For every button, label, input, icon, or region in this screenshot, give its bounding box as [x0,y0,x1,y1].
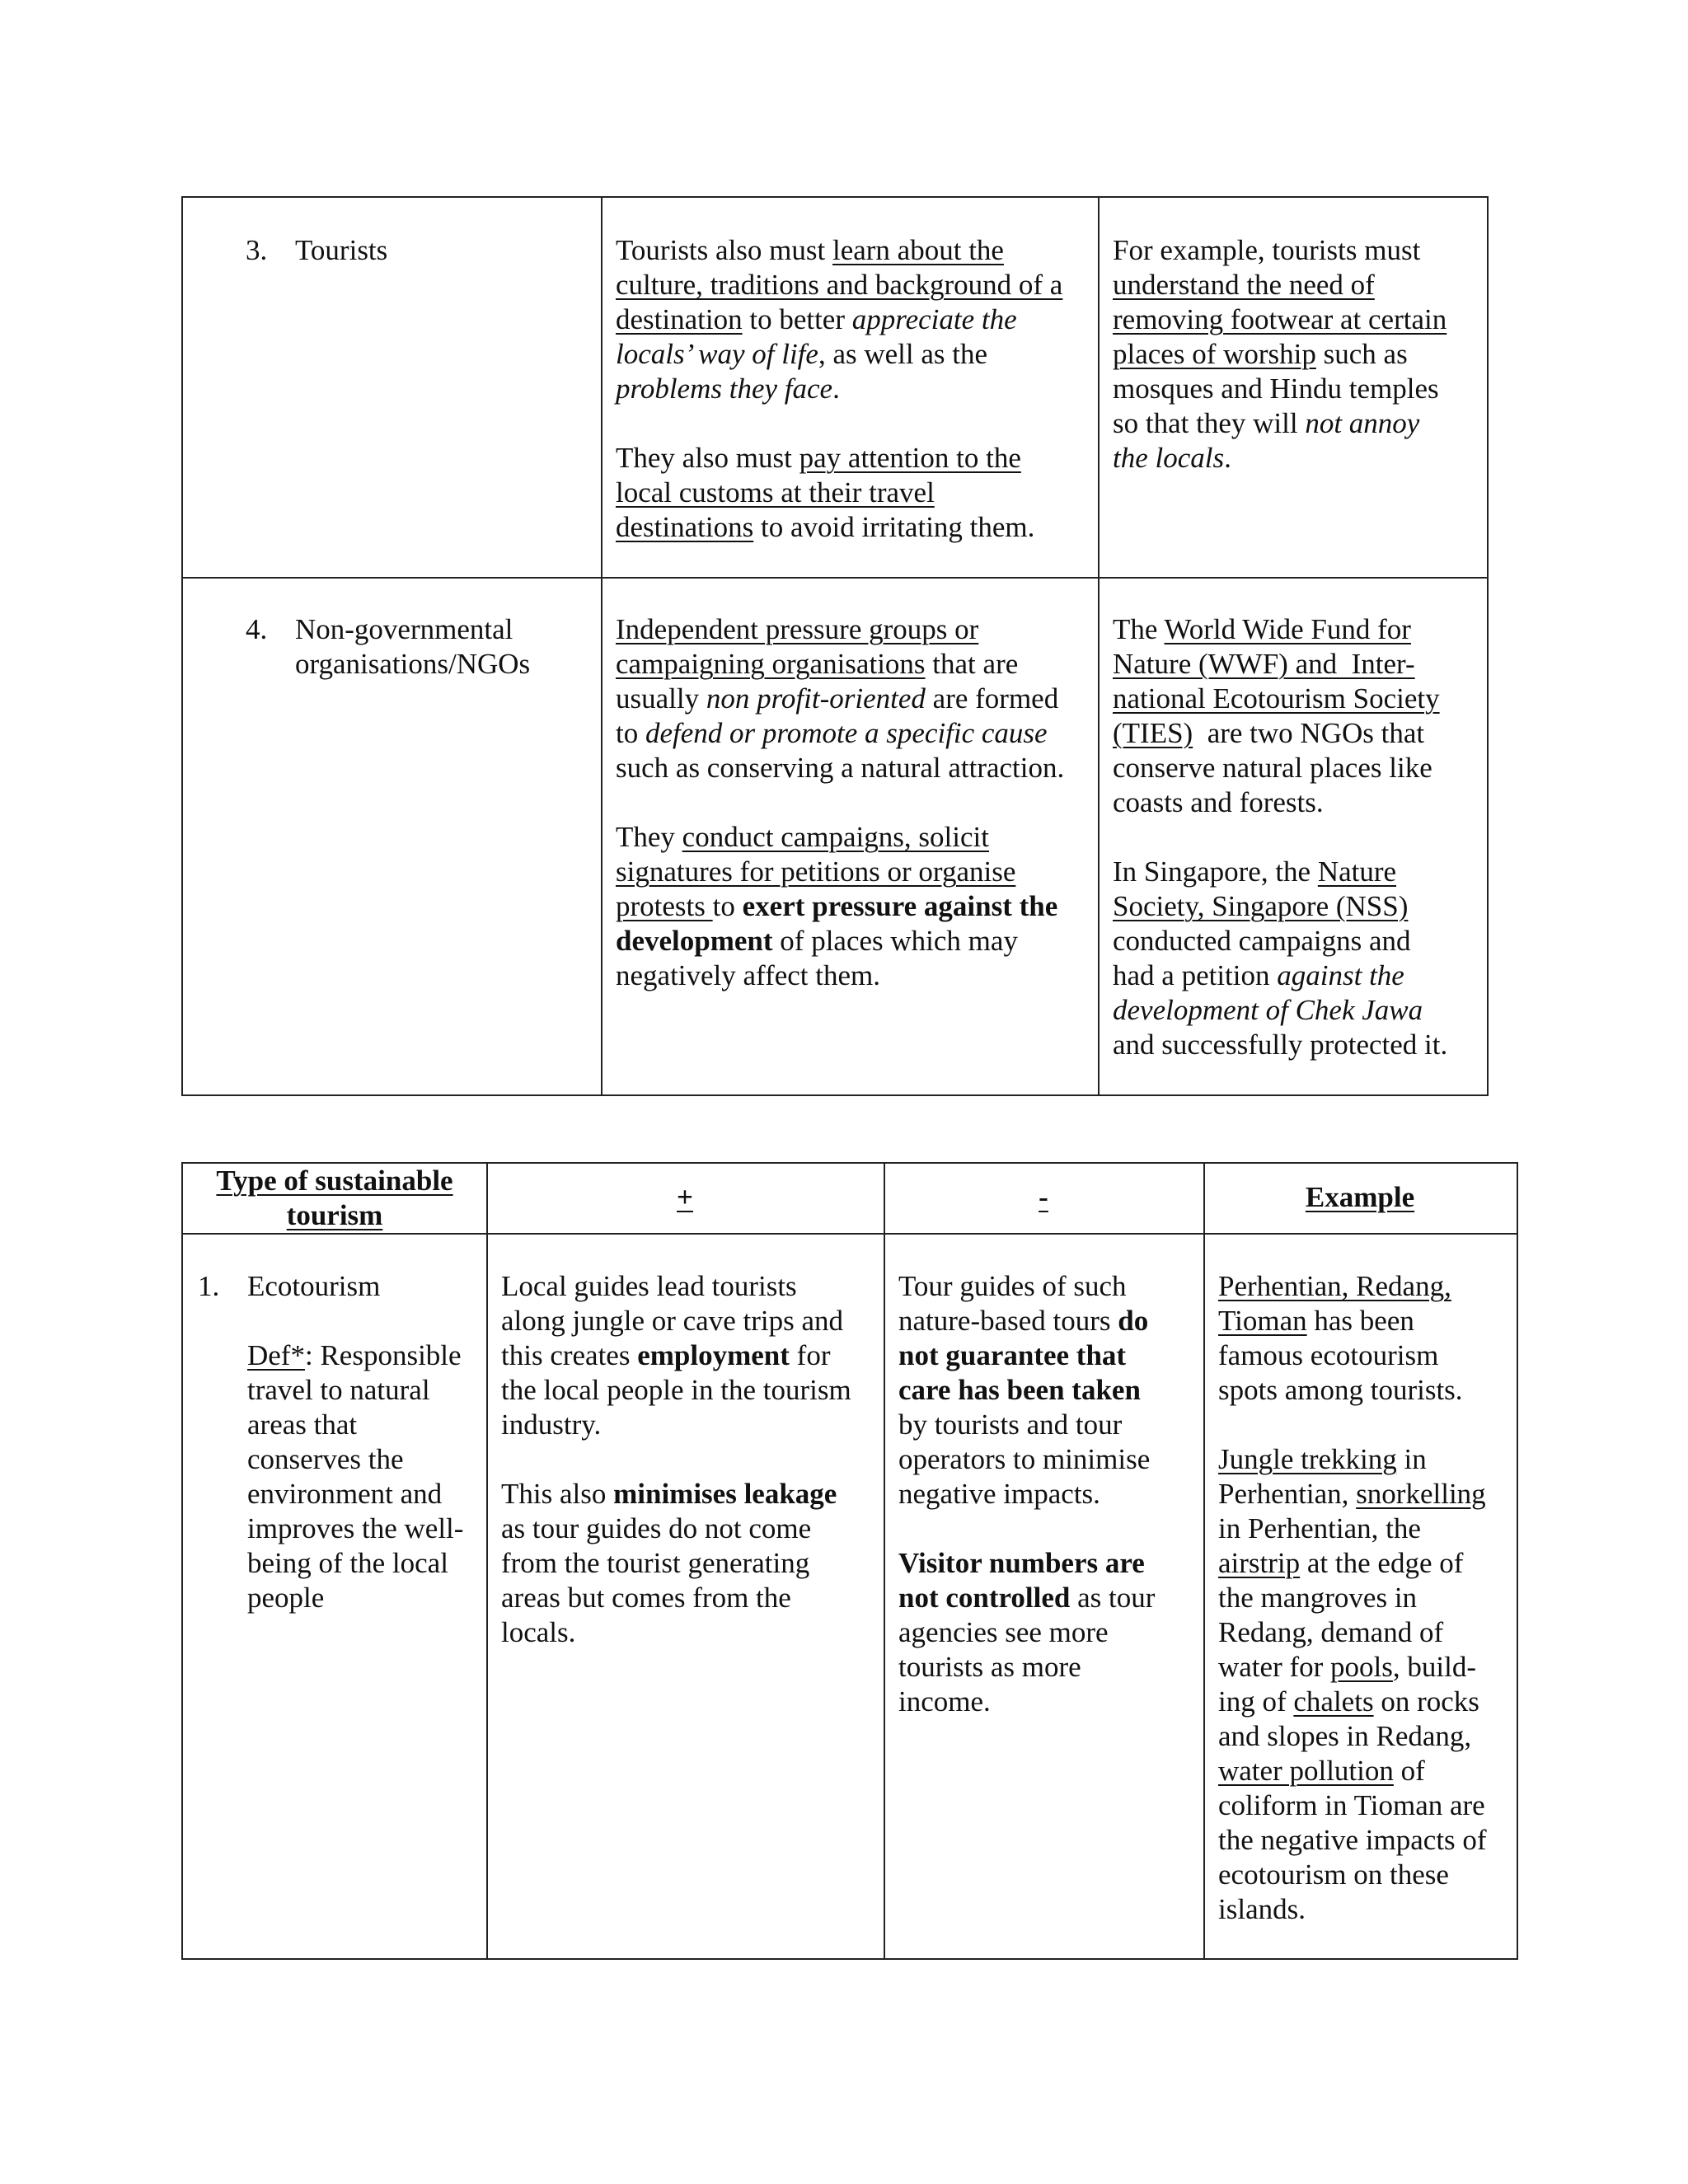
text-run: coliform in Tioman are [1218,1789,1485,1821]
text-run: to [712,890,743,922]
bold-text: Visitor numbers are [898,1547,1145,1579]
underlined-text: understand the need of [1113,269,1375,301]
bold-text: do [1118,1305,1149,1337]
text-line [898,1685,1155,1719]
text-run: Local guides lead tourists [501,1270,797,1302]
header-type-line: tourism [286,1199,383,1231]
italic-text: not annoy [1305,407,1420,439]
text-run: conducted campaigns and [1113,925,1411,957]
text-line [1113,268,1447,302]
text-line [247,1408,463,1442]
text-run: had a petition [1113,959,1278,991]
text-line [616,441,1062,476]
text-line [247,1338,463,1373]
text-line [501,1511,851,1546]
underlined-text: Nature (WWF) and Inter- [1113,648,1415,680]
underlined-text: Def* [247,1339,305,1371]
text-line [1113,612,1447,647]
text-run: by tourists and tour [898,1408,1123,1441]
bold-text: minimises leakage [613,1478,837,1510]
underlined-text: destinations [616,511,754,543]
text-run: , build- [1392,1651,1477,1683]
text-line [1218,1685,1487,1719]
text-run: on rocks [1373,1685,1479,1718]
text-line [1218,1408,1487,1442]
underlined-text: culture, traditions and background of a [616,269,1063,301]
text-run: conserves the [247,1443,404,1475]
text-run: that are [925,648,1019,680]
text-line [247,1511,463,1546]
text-line [247,1304,463,1338]
text-line [1113,372,1447,406]
text-line [247,1373,463,1408]
text-run: negative impacts. [898,1478,1100,1510]
text-line [1218,1719,1487,1754]
text-line [1113,682,1447,716]
underlined-text: national Ecotourism Society [1113,682,1440,715]
text-line [501,1408,851,1442]
text-line [616,406,1062,441]
text-line [898,1477,1155,1511]
underlined-text: Nature [1317,855,1397,888]
text-run: Tour guides of such [898,1270,1127,1302]
underlined-text: snorkelling [1356,1478,1486,1510]
text-run: travel to natural [247,1374,430,1406]
plus-cell [501,1269,851,1650]
text-line: organisations/NGOs [295,648,531,680]
text-run: as tour guides do not come [501,1512,812,1544]
text-run: the local people in the tourism [501,1374,851,1406]
text-line [616,372,1062,406]
text-run: has been [1306,1305,1414,1337]
text-run: to [616,717,645,749]
text-line [1218,1788,1487,1823]
text-line [898,1615,1155,1650]
text-run: environment and [247,1478,443,1510]
text-line [1218,1892,1487,1927]
text-line [898,1511,1155,1546]
text-run: islands. [1218,1893,1306,1925]
text-run: along jungle or cave trips and [501,1305,844,1337]
text-line [501,1269,851,1304]
stakeholder-cell [295,612,530,682]
italic-text: non profit-oriented [706,682,926,715]
text-line [616,855,1064,889]
text-line [898,1442,1155,1477]
row-divider [183,577,1487,579]
text-run: in Perhentian, the [1218,1512,1421,1544]
row-number: 4. [246,613,268,645]
header-minus: - [1039,1181,1048,1213]
underlined-text: chalets [1293,1685,1374,1718]
underlined-text: Perhentian, Redang, [1218,1270,1451,1302]
stakeholder-cell [295,233,387,268]
text-run: the negative impacts of [1218,1824,1487,1856]
text-line [1218,1581,1487,1615]
text-run: to avoid irritating them. [753,511,1035,543]
italic-text: defend or promote a specific cause [645,717,1048,749]
bold-text: care has been taken [898,1374,1141,1406]
text-line [616,785,1064,820]
text-run: industry. [501,1408,602,1441]
bold-text: not guarantee that [898,1339,1127,1371]
underlined-text: local customs at their travel [616,476,935,509]
text-run: income. [898,1685,991,1718]
underlined-text: Society, Singapore (NSS) [1113,890,1409,922]
text-line [1113,716,1447,751]
underlined-text: (TIES) [1113,717,1193,749]
sustainable-tourism-table [181,1162,1518,1960]
text-line [1113,751,1447,785]
text-run: at the edge of [1300,1547,1464,1579]
text-run: the mangroves in [1218,1582,1418,1614]
text-line [898,1650,1155,1685]
text-run: for [789,1339,831,1371]
text-run: nature-based tours [898,1305,1118,1337]
text-line [616,682,1064,716]
text-run: , as well as the [818,338,988,370]
text-run: The [1113,613,1165,645]
text-run: to better [742,303,852,335]
text-line [1113,993,1447,1028]
underlined-text: pools [1330,1651,1393,1683]
text-line [898,1408,1155,1442]
text-line [501,1615,851,1650]
text-line [1218,1269,1487,1304]
text-line [898,1304,1155,1338]
underlined-text: learn about the [832,234,1004,266]
italic-text: locals’ way of life [616,338,818,370]
text-run: areas but comes from the [501,1582,791,1614]
underlined-text: Independent pressure groups or [616,613,979,645]
text-line [616,751,1064,785]
text-line [1113,855,1447,889]
text-line [616,612,1064,647]
text-line [616,889,1064,924]
text-run: from the tourist generating [501,1547,810,1579]
text-line [1218,1754,1487,1788]
text-run: and successfully protected it. [1113,1029,1448,1061]
text-line [501,1373,851,1408]
text-run: Tourists also must [616,234,832,266]
text-run: tourists as more [898,1651,1081,1683]
text-line [898,1546,1155,1581]
text-run: coasts and forests. [1113,786,1324,818]
column-divider [884,1164,885,1958]
text-run: ing of [1218,1685,1294,1718]
text-run: Perhentian, [1218,1478,1357,1510]
italic-text: appreciate the [851,303,1017,335]
text-line [501,1338,851,1373]
text-line [1113,924,1447,958]
text-line [501,1304,851,1338]
text-run: improves the well- [247,1512,464,1544]
text-run: areas that [247,1408,358,1441]
text-run: such as conserving a natural attraction. [616,752,1065,784]
text-run: this creates [501,1339,638,1371]
stakeholder-table [181,196,1489,1096]
text-run: people [247,1582,325,1614]
text-line [501,1442,851,1477]
column-divider [486,1164,488,1958]
italic-text: against the [1277,959,1404,991]
text-run: usually [616,682,706,715]
text-run: famous ecotourism [1218,1339,1439,1371]
text-line [247,1546,463,1581]
text-line [1113,441,1447,476]
text-line [616,924,1064,958]
text-line [898,1269,1155,1304]
italic-text: problems they face [616,373,833,405]
text-line [1218,1546,1487,1581]
underlined-text: removing footwear at certain [1113,303,1447,335]
underlined-text: protests [616,890,713,922]
text-line [1113,820,1447,855]
text-line [1218,1304,1487,1338]
text-line [1113,406,1447,441]
text-run: They [616,821,682,853]
text-run: This also [501,1478,614,1510]
role-cell [616,233,1062,545]
text-line [247,1581,463,1615]
underlined-text: airstrip [1218,1547,1301,1579]
underlined-text: signatures for petitions or organise [616,855,1016,888]
text-run: water for [1218,1651,1331,1683]
text-line [1218,1511,1487,1546]
underlined-text: conduct campaigns, solicit [682,821,989,853]
text-run: They also must [616,442,799,474]
text-run: negatively affect them. [616,959,881,991]
text-run: In Singapore, the [1113,855,1318,888]
text-run: are two NGOs that [1193,717,1425,749]
row-number: 1. [198,1270,220,1302]
underlined-text: pay attention to the [799,442,1021,474]
underlined-text: water pollution [1218,1755,1394,1787]
text-run: agencies see more [898,1616,1109,1648]
text-line [501,1546,851,1581]
text-run: are formed [925,682,1059,715]
minus-cell [898,1269,1155,1719]
bold-text: employment [637,1339,790,1371]
text-line [1218,1615,1487,1650]
row-number: 3. [246,234,268,266]
text-line [501,1581,851,1615]
text-run: operators to minimise [898,1443,1151,1475]
type-cell [247,1269,463,1615]
text-line [1113,889,1447,924]
text-run: . [832,373,840,405]
text-run: of [1393,1755,1425,1787]
text-line [1218,1373,1487,1408]
text-run: as tour [1070,1582,1156,1614]
text-line [1113,785,1447,820]
text-line [247,1477,463,1511]
text-run: ecotourism on these [1218,1858,1449,1891]
text-line [1113,647,1447,682]
text-run: conserve natural places like [1113,752,1432,784]
text-run: . [1224,442,1231,474]
underlined-text: Jungle trekking [1218,1443,1397,1475]
text-run: and slopes in Redang, [1218,1720,1472,1752]
text-run: Redang, demand of [1218,1616,1444,1648]
text-line [1218,1338,1487,1373]
underlined-text: destination [616,303,743,335]
header-type-line: Type of sustainable [216,1165,453,1197]
text-line [616,233,1062,268]
text-line [1218,1823,1487,1858]
bold-text: development [616,925,773,957]
underlined-text: Tioman [1218,1305,1307,1337]
text-line [616,302,1062,337]
header-divider [183,1233,1517,1235]
text-line [1218,1477,1487,1511]
text-line [616,510,1062,545]
text-run: locals. [501,1616,576,1648]
column-divider [1203,1164,1205,1958]
text-run: in [1396,1443,1427,1475]
text-line [1218,1858,1487,1892]
text-line [616,647,1064,682]
underlined-text: World Wide Fund for [1164,613,1411,645]
text-run: mosques and Hindu temples [1113,373,1439,405]
text-line [1113,958,1447,993]
italic-text: the locals [1113,442,1225,474]
text-run: such as [1315,338,1408,370]
text-line [1113,302,1447,337]
text-run: For example, tourists must [1113,234,1421,266]
text-line [616,958,1064,993]
bold-text: not controlled [898,1582,1071,1614]
text-line [1113,233,1447,268]
header-type [183,1164,486,1233]
text-line [1113,337,1447,372]
column-divider [1098,198,1100,1094]
header-example: Example [1305,1181,1415,1213]
text-run: being of the local [247,1547,448,1579]
underlined-text: places of worship [1113,338,1316,370]
text-line [616,820,1064,855]
example-cell [1113,612,1447,1062]
text-line: Non-governmental [295,613,513,645]
header-plus: + [677,1181,693,1213]
text-line [616,337,1062,372]
text-line [616,476,1062,510]
example-cell [1218,1269,1487,1927]
underlined-text: campaigning organisations [616,648,926,680]
text-line: Tourists [295,234,388,266]
text-run: spots among tourists. [1218,1374,1463,1406]
text-line [898,1581,1155,1615]
example-cell [1113,233,1447,476]
text-line [898,1338,1155,1373]
text-line [616,268,1062,302]
text-run: : Responsible [304,1339,462,1371]
text-line [247,1269,463,1304]
text-line [1218,1442,1487,1477]
role-cell [616,612,1064,993]
text-run: Ecotourism [247,1270,381,1302]
text-line [501,1477,851,1511]
italic-text: development of Chek Jawa [1113,994,1423,1026]
bold-text: exert pressure against the [742,890,1058,922]
text-line [616,716,1064,751]
text-line [1218,1650,1487,1685]
text-line [1113,1028,1447,1062]
text-line [898,1373,1155,1408]
text-run: of places which may [772,925,1018,957]
text-line [247,1442,463,1477]
column-divider [601,198,603,1094]
text-run: so that they will [1113,407,1306,439]
